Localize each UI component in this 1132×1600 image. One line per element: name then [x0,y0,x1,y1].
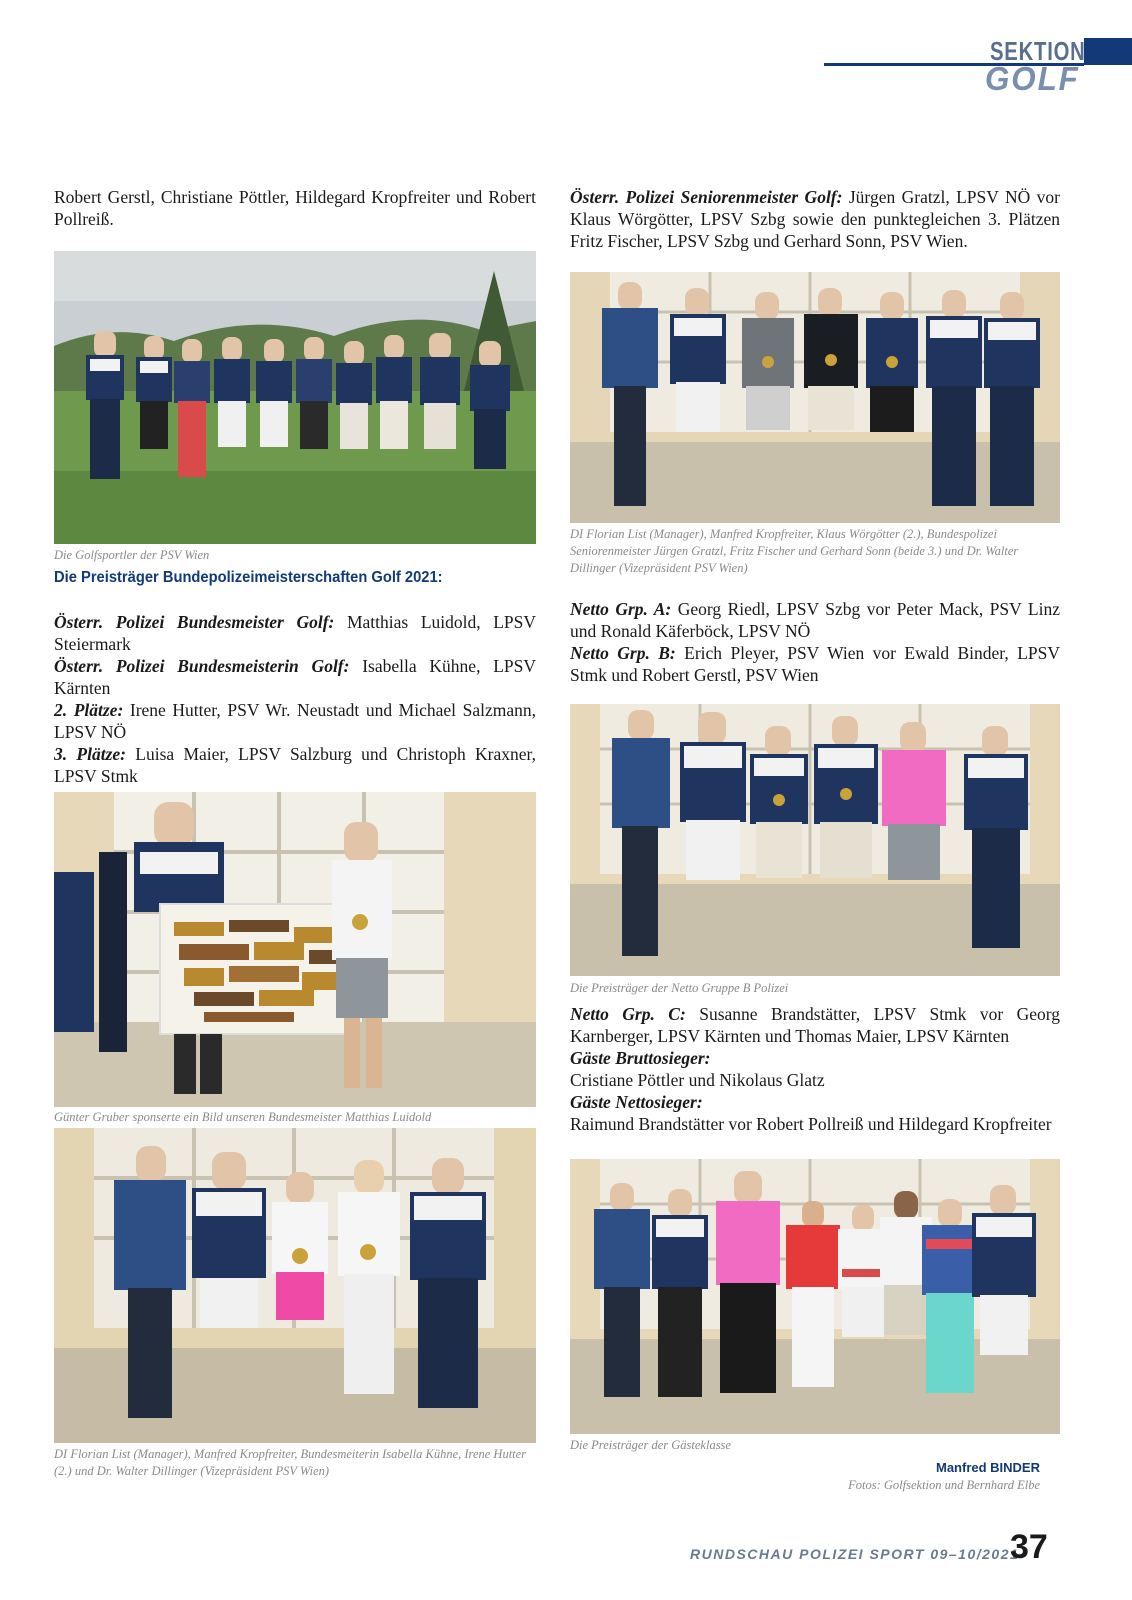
photo-womens-winners [54,1128,536,1443]
photo-senior-winners-image [570,272,1060,523]
result-second-places: 2. Plätze: Irene Hutter, PSV Wr. Neustadt und Michael Salzmann, LPSV NÖ [54,700,536,742]
photo-team-golf-course-image [54,251,536,544]
magazine-name: RUNDSCHAU POLIZEI SPORT 09–10/2021 [690,1546,1020,1562]
photo-netto-b-winners [570,704,1060,976]
intro-paragraph [54,186,536,230]
photo-netto-b-winners-image [570,704,1060,976]
netto-c-and-guests [570,1003,1060,1135]
photo-netto-b-caption: Die Preisträger der Netto Gruppe B Polizei [570,981,789,995]
photo-senior-caption: DI Florian List (Manager), Manfred Kropfreiter, Klaus Wörgötter (2.), Bundespolizei Seniorenmeister Jürgen Gratzl, Fritz Fischer und Gerhard Sonn (beide 3.) und Dr. Walter Dillinger (Vizepräsident PSV Wien) [570,527,1019,575]
photo-guest-winners-image [570,1159,1060,1434]
result-bundesmeister: Österr. Polizei Bundesmeister Golf: Matthias Luidold, LPSV Steiermark [54,612,536,654]
photo-painting-caption: Günter Gruber sponserte ein Bild unseren Bundesmeister Matthias Luidold [54,1110,432,1124]
netto-c-result: Netto Grp. C: Susanne Brandstätter, LPSV Stmk vor Georg Karnberger, LPSV Kärnten und Thomas Maier, LPSV Kärnten [570,1004,1060,1046]
senior-result: Österr. Polizei Seniorenmeister Golf: Jürgen Gratzl, LPSV NÖ vor Klaus Wörgötter, LPSV Szbg sowie den punktegleichen 3. Plätzen Fritz Fischer, LPSV Szbg und Gerhard Sonn, PSV Wien. [570,187,1060,251]
result-bundesmeisterin: Österr. Polizei Bundesmeisterin Golf: Isabella Kühne, LPSV Kärnten [54,656,536,698]
photo-womens-caption: DI Florian List (Manager), Manfred Kropfreiter, Bundesmeiterin Isabella Kühne, Irene Hutter (2.) und Dr. Walter Dillinger (Vizepräsident PSV Wien) [54,1447,527,1478]
photo-womens-winners-image [54,1128,536,1443]
photo-credit: Fotos: Golfsektion und Bernhard Elbe [848,1478,1040,1492]
header-accent-box [1084,38,1132,65]
guest-gross-winners: Cristiane Pöttler und Nikolaus Glatz [570,1070,825,1090]
results-list [54,611,536,787]
guest-net-winners: Raimund Brandstätter vor Robert Pollreiß und Hildegard Kropfreiter [570,1114,1052,1134]
result-third-places: 3. Plätze: Luisa Maier, LPSV Salzburg und Christoph Kraxner, LPSV Stmk [54,744,536,786]
photo-senior-winners [570,272,1060,523]
photo-guest-winners [570,1159,1060,1434]
guest-net-label: Gäste Nettosieger: [570,1092,703,1112]
photo-team-golf-course [54,251,536,544]
photo-guest-caption: Die Preisträger der Gästeklasse [570,1438,731,1452]
senior-paragraph [570,186,1060,252]
netto-b-result: Netto Grp. B: Erich Pleyer, PSV Wien vor Ewald Binder, LPSV Stmk und Robert Gerstl, PSV Wien [570,643,1061,685]
photo-painting-presentation [54,792,536,1107]
author-name: Manfred BINDER [935,1460,1040,1475]
netto-a-result: Netto Grp. A: Georg Riedl, LPSV Szbg vor Peter Mack, PSV Linz und Ronald Käferböck, LPSV NÖ [570,599,1060,641]
section-title: SEKTION [990,36,1086,66]
results-subheading: Die Preisträger Bundepolizeimeisterschaften Golf 2021: [54,569,443,586]
photo-painting-presentation-image [54,792,536,1107]
photo-team-caption: Die Golfsportler der PSV Wien [54,548,210,562]
intro-text: Robert Gerstl, Christiane Pöttler, Hildegard Kropfreiter und Robert Pollreiß. [54,187,536,229]
guest-gross-label: Gäste Bruttosieger: [570,1048,711,1068]
netto-ab-paragraph [570,598,1060,686]
section-sport: GOLF [985,60,1080,97]
page-number: 37 [1010,1528,1048,1566]
